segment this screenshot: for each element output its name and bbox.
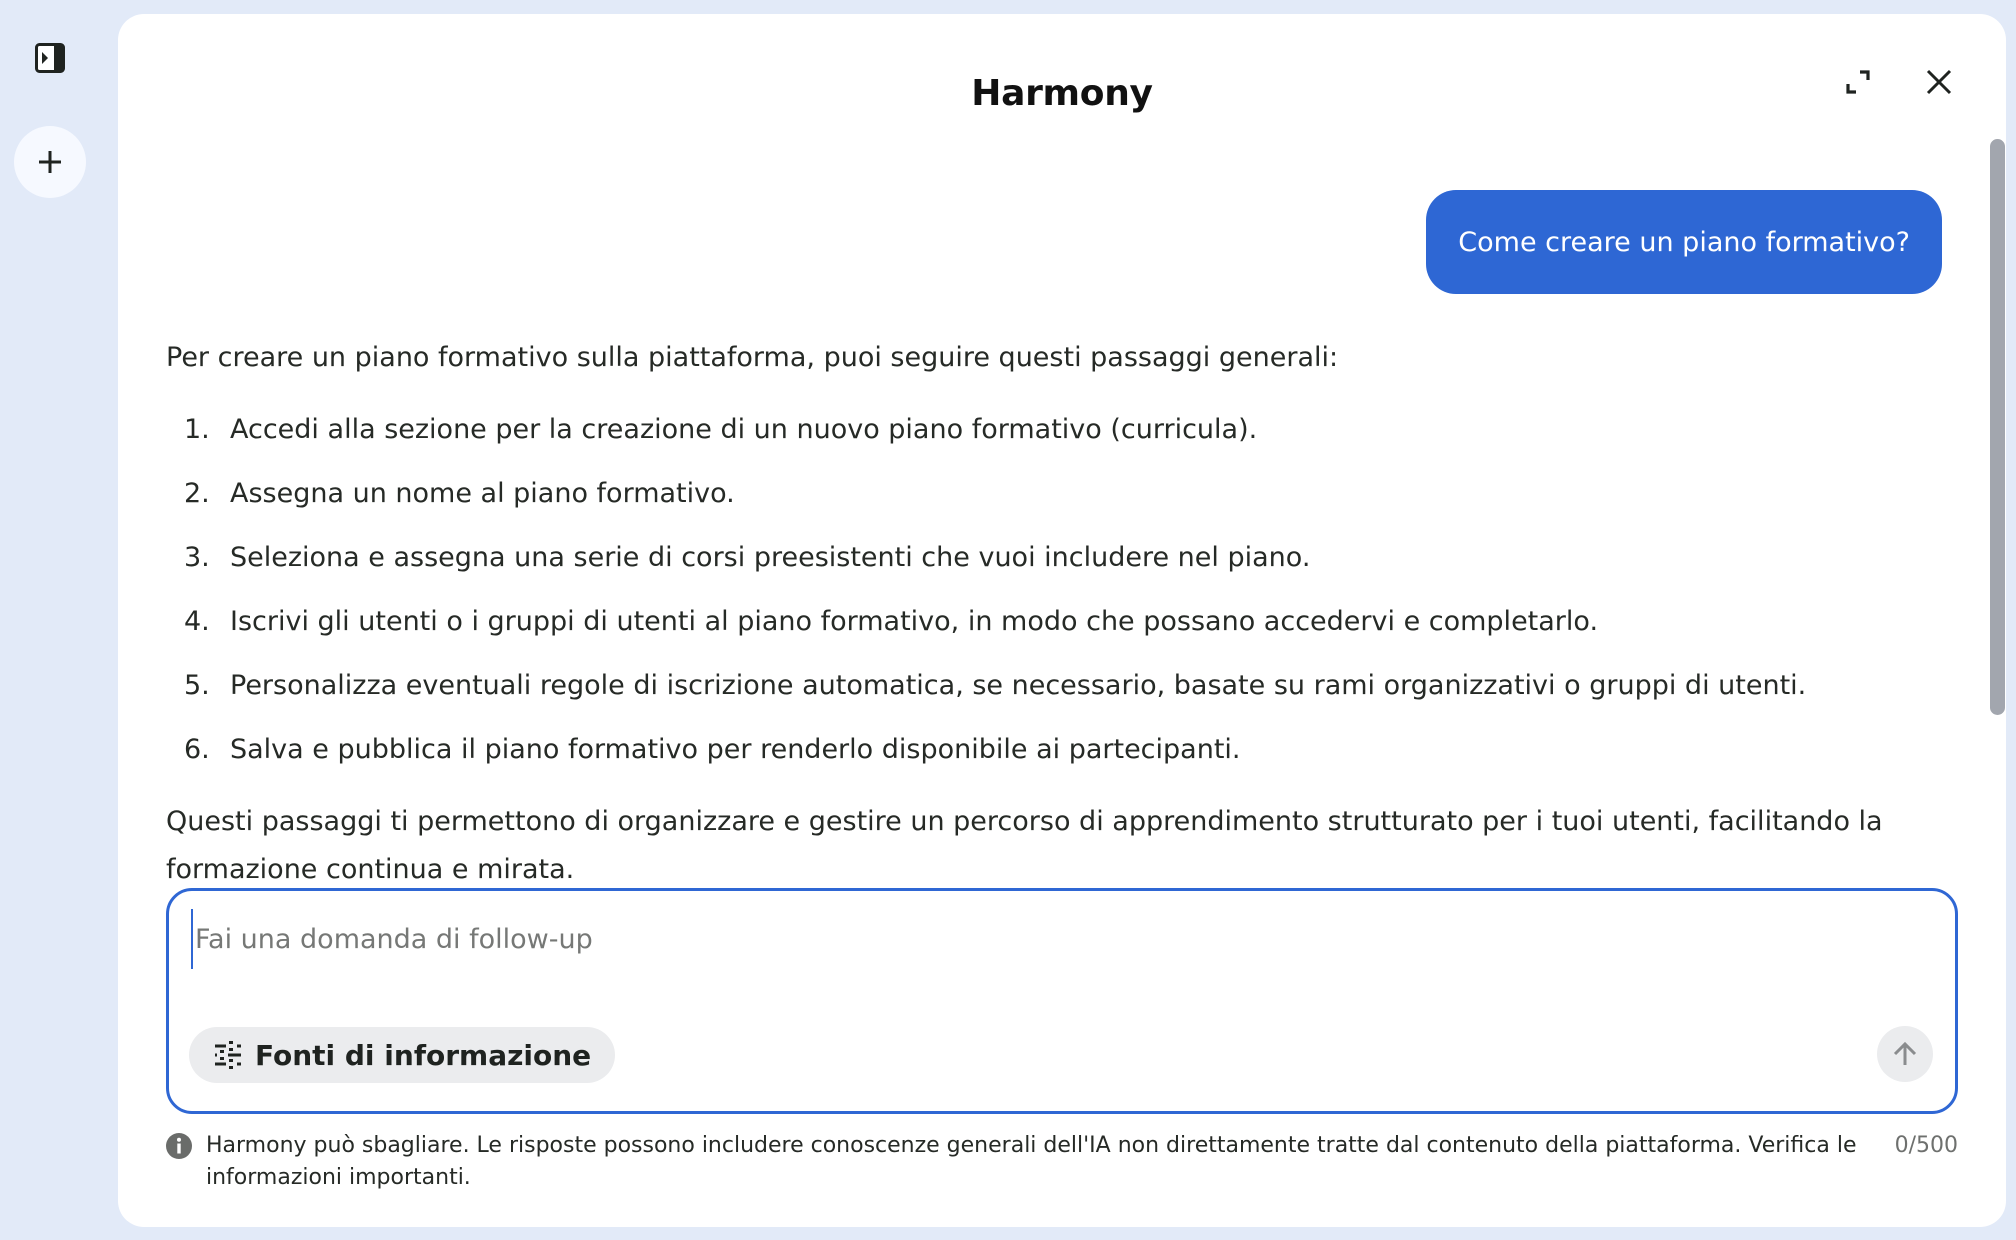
disclaimer <box>166 1130 1958 1194</box>
list-item <box>166 590 1946 654</box>
sidebar-toggle-button[interactable] <box>34 42 66 74</box>
list-item <box>166 654 1946 718</box>
step-number: 4. <box>184 606 210 637</box>
new-chat-button[interactable] <box>14 126 86 198</box>
step-text: Personalizza eventuali regole di iscrizione automatica, se necessario, basate su rami organizzativi o gruppi di utenti. <box>230 670 1807 701</box>
info-icon <box>166 1133 192 1159</box>
user-message-text: Come creare un piano formativo? <box>1458 226 1910 258</box>
expand-icon <box>1845 69 1871 95</box>
assistant-closing: Questi passaggi ti permettono di organizzare e gestire un percorso di apprendimento strutturato per i tuoi utenti, facilitando la formazione continua e mirata. <box>166 806 1883 885</box>
conversation-scroll-area[interactable] <box>118 134 2006 902</box>
disclaimer-text: Harmony può sbagliare. Le risposte possono includere conoscenze generali dell'IA non direttamente tratte dal contenuto della piattaforma. Verifica le informazioni importanti. <box>206 1133 1857 1190</box>
step-text: Iscrivi gli utenti o i gruppi di utenti al piano formativo, in modo che possano accedervi e completarlo. <box>230 606 1599 637</box>
assistant-message <box>166 334 1946 894</box>
step-number: 6. <box>184 734 210 765</box>
sources-label: Fonti di informazione <box>255 1038 592 1072</box>
sidebar <box>0 0 110 1240</box>
step-number: 2. <box>184 478 210 509</box>
sliders-icon <box>213 1041 243 1069</box>
composer <box>166 888 1958 1114</box>
list-item <box>166 462 1946 526</box>
panel-title: Harmony <box>971 73 1153 114</box>
close-icon <box>1926 69 1952 95</box>
list-item <box>166 718 1946 782</box>
character-counter: 0/500 <box>1894 1133 1958 1158</box>
sidebar-expand-icon <box>35 43 65 73</box>
step-text: Assegna un nome al piano formativo. <box>230 478 735 509</box>
step-text: Salva e pubblica il piano formativo per renderlo disponibile ai partecipanti. <box>230 734 1241 765</box>
chat-panel <box>118 14 2006 1227</box>
plus-icon <box>37 149 63 175</box>
expand-button[interactable] <box>1834 58 1882 106</box>
step-text: Seleziona e assegna una serie di corsi preesistenti che vuoi includere nel piano. <box>230 542 1311 573</box>
send-button[interactable] <box>1877 1026 1933 1082</box>
follow-up-input[interactable] <box>191 909 1895 969</box>
step-text: Accedi alla sezione per la creazione di un nuovo piano formativo (curricula). <box>230 414 1258 445</box>
sources-button[interactable] <box>189 1027 615 1083</box>
assistant-intro: Per creare un piano formativo sulla piattaforma, puoi seguire questi passaggi generali: <box>166 342 1339 373</box>
step-number: 5. <box>184 670 210 701</box>
step-number: 1. <box>184 414 210 445</box>
scrollbar-thumb[interactable] <box>1990 139 2005 715</box>
arrow-up-icon <box>1891 1040 1919 1068</box>
list-item <box>166 526 1946 590</box>
user-message-bubble <box>1426 190 1942 294</box>
steps-list <box>166 398 1946 782</box>
close-button[interactable] <box>1915 58 1963 106</box>
step-number: 3. <box>184 542 210 573</box>
list-item <box>166 398 1946 462</box>
